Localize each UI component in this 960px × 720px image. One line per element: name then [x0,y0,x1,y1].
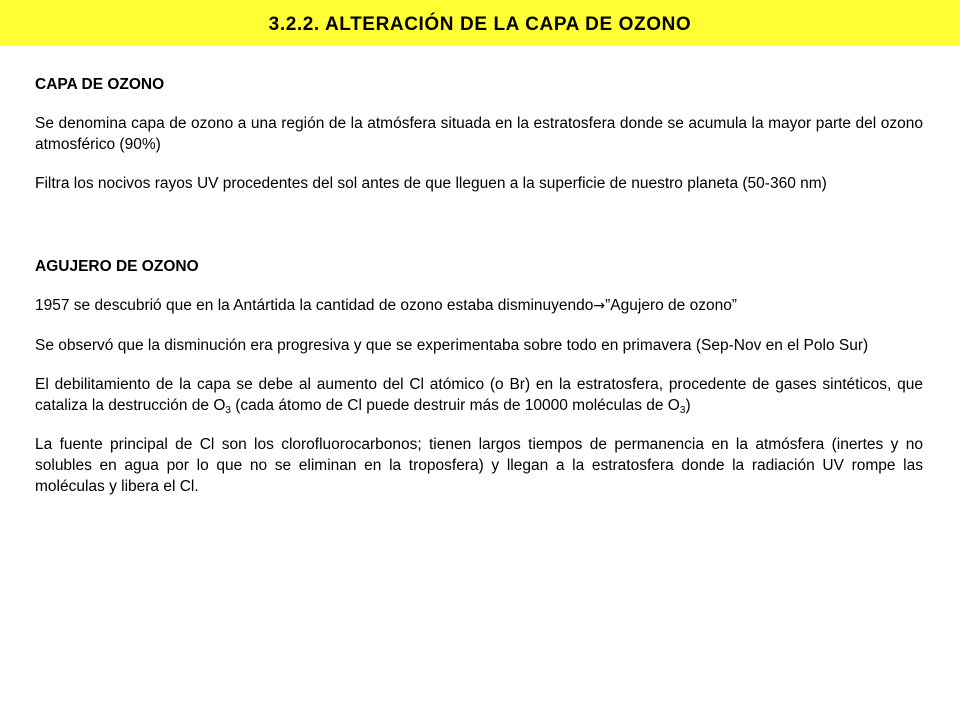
paragraph-cfc-source: La fuente principal de Cl son los clorofluorocarbonos; tienen largos tiempos de permanencia en la atmósfera (inertes y no solubles en agua por lo que no se eliminan en la troposfera) y llegan a la estratosfera donde la radiación UV rompe las moléculas y libera el Cl. [35,436,923,495]
weakening-text-a: El debilitamiento de la capa se debe al aumento del Cl atómico (o Br) en la estratosfera, procedente de gases sintéticos, que cataliza la destrucción de O [35,376,923,414]
discovery-text: 1957 se descubrió que en la Antártida la cantidad de ozono estaba disminuyendo [35,297,594,314]
paragraph-progression: Se observó que la disminución era progresiva y que se experimentaba sobre todo en primavera (Sep-Nov en el Polo Sur) [35,337,869,354]
title-bar [0,0,960,46]
discovery-quote: ”Agujero de ozono” [605,297,737,314]
paragraph-weakening [35,374,923,416]
subscript-3b: 3 [679,405,686,416]
page-title: 3.2.2. ALTERACIÓN DE LA CAPA DE OZONO [268,14,692,35]
paragraph-discovery [35,295,923,317]
weakening-text-c: ) [685,397,691,414]
heading-capa-de-ozono: CAPA DE OZONO [35,76,165,93]
weakening-text-b: (cada átomo de Cl puede destruir más de 10000 moléculas de O [230,397,680,414]
paragraph-filter: Filtra los nocivos rayos UV procedentes del sol antes de que lleguen a la superficie de nuestro planeta (50-360 nm) [35,175,827,192]
subscript-3: 3 [225,405,231,416]
slide-content [35,74,923,497]
paragraph-definition: Se denomina capa de ozono a una región de la atmósfera situada en la estratosfera donde se acumula la mayor parte del ozono atmosférico (90%) [35,115,923,153]
arrow-right-icon: → [593,298,606,314]
heading-agujero-de-ozono: AGUJERO DE OZONO [35,258,199,275]
